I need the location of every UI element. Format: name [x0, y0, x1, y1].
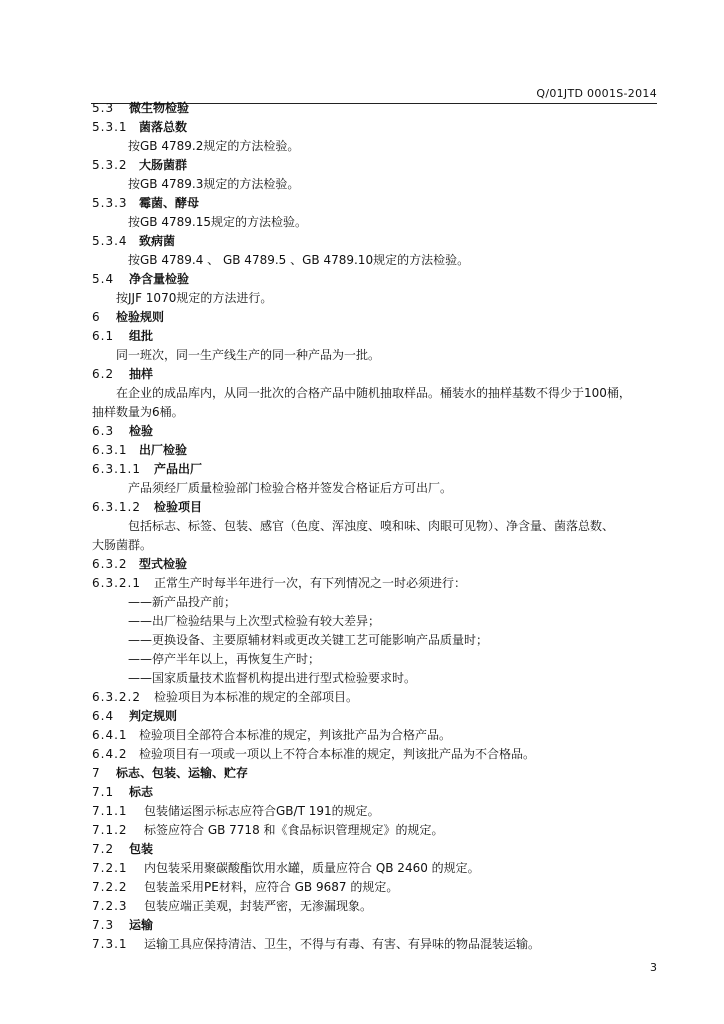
section-heading: 6.3.2 型式检验 — [92, 557, 188, 571]
numbered-paragraph: 7.2.2 包装盖采用PE材料，应符合 GB 9687 的规定。 — [92, 880, 399, 894]
section-heading: 7.1 标志 — [92, 785, 154, 799]
chapter-heading: 7 标志、包装、运输、贮存 — [92, 766, 249, 780]
section-heading: 7.2 包装 — [92, 842, 154, 856]
numbered-paragraph: 6.3.2.1 正常生产时每半年进行一次，有下列情况之一时必须进行： — [92, 576, 467, 590]
numbered-paragraph: 7.1.2 标签应符合 GB 7718 和《食品标识管理规定》的规定。 — [92, 823, 444, 837]
section-heading: 5.4 净含量检验 — [92, 272, 190, 286]
document-code: Q/01JTD 0001S-2014 — [536, 87, 657, 100]
body-text: 按JJF 1070规定的方法进行。 — [116, 291, 273, 305]
body-text: 同一班次，同一生产线生产的同一种产品为一批。 — [116, 348, 381, 362]
list-item: ——国家质量技术监督机构提出进行型式检验要求时。 — [128, 671, 417, 685]
section-heading: 6.3.1 出厂检验 — [92, 443, 188, 457]
chapter-heading: 6 检验规则 — [92, 310, 165, 324]
body-text: 产品须经厂质量检验部门检验合格并签发合格证后方可出厂。 — [128, 481, 453, 495]
list-item: ——停产半年以上，再恢复生产时； — [128, 652, 321, 666]
numbered-paragraph: 7.2.3 包装应端正美观，封装严密，无渗漏现象。 — [92, 899, 373, 913]
body-text: 抽样数量为6桶。 — [92, 405, 184, 419]
numbered-paragraph: 6.4.2 检验项目有一项或一项以上不符合本标准的规定，判该批产品为不合格品。 — [92, 747, 536, 761]
section-heading: 6.3.1.2 检验项目 — [92, 500, 203, 514]
section-heading: 5.3.3 霉菌、酵母 — [92, 196, 200, 210]
page-number: 3 — [650, 961, 657, 974]
body-text: 包括标志、标签、包装、感官（色度、浑浊度、嗅和味、肉眼可见物）、净含量、菌落总数、 — [128, 519, 615, 533]
list-item: ——新产品投产前； — [128, 595, 237, 609]
numbered-paragraph: 7.3.1 运输工具应保持清洁、卫生，不得与有毒、有害、有异味的物品混装运输。 — [92, 937, 541, 951]
body-text: 按GB 4789.4 、 GB 4789.5 、GB 4789.10规定的方法检验。 — [128, 253, 470, 267]
section-heading: 6.3 检验 — [92, 424, 154, 438]
body-text: 按GB 4789.15规定的方法检验。 — [128, 215, 307, 229]
numbered-paragraph: 7.1.1 包装储运图示标志应符合GB/T 191的规定。 — [92, 804, 380, 818]
section-heading: 6.3.1.1 产品出厂 — [92, 462, 203, 476]
body-text: 按GB 4789.3规定的方法检验。 — [128, 177, 300, 191]
numbered-paragraph: 7.2.1 内包装采用聚碳酸酯饮用水罐，质量应符合 QB 2460 的规定。 — [92, 861, 480, 875]
section-heading: 5.3.1 菌落总数 — [92, 120, 188, 134]
list-item: ——更换设备、主要原辅材料或更改关键工艺可能影响产品质量时； — [128, 633, 489, 647]
list-item: ——出厂检验结果与上次型式检验有较大差异； — [128, 614, 381, 628]
body-text: 按GB 4789.2规定的方法检验。 — [128, 139, 300, 153]
section-heading: 6.4 判定规则 — [92, 709, 178, 723]
numbered-paragraph: 6.4.1 检验项目全部符合本标准的规定，判该批产品为合格产品。 — [92, 728, 452, 742]
section-heading: 6.2 抽样 — [92, 367, 154, 381]
section-heading: 7.3 运输 — [92, 918, 154, 932]
section-heading: 5.3 微生物检验 — [92, 101, 190, 115]
section-heading: 6.1 组批 — [92, 329, 154, 343]
section-heading: 5.3.4 致病菌 — [92, 234, 176, 248]
body-text: 在企业的成品库内，从同一批次的合格产品中随机抽取样品。桶装水的抽样基数不得少于100桶， — [116, 386, 631, 400]
numbered-paragraph: 6.3.2.2 检验项目为本标准的规定的全部项目。 — [92, 690, 359, 704]
section-heading: 5.3.2 大肠菌群 — [92, 158, 188, 172]
body-text: 大肠菌群。 — [92, 538, 153, 552]
